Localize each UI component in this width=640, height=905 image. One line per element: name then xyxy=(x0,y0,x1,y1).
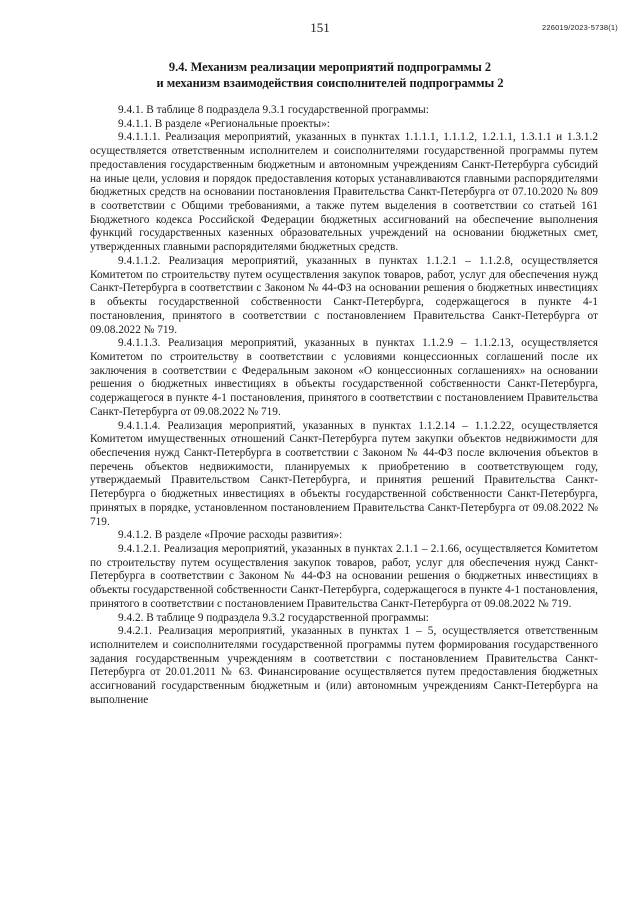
page-number: 151 xyxy=(310,20,330,35)
paragraph-9-4-1-2-1: 9.4.1.2.1. Реализация мероприятий, указанных в пунктах 2.1.1 – 2.1.66, осуществляется Комитетом по строительству путем осуществления закупок товаров, работ, услуг для обеспечения нужд Санкт-Петербурга в соответствии с Законом № 44-ФЗ на основании решения о бюджетных инвестициях в объекты государственной собственности Санкт-Петербурга, содержащегося в пункте 4-1 постановления, принятого в соответствии с постановлением Правительства Санкт-Петербурга от 09.08.2022 № 719. xyxy=(90,543,598,610)
section-heading xyxy=(80,60,580,91)
paragraph-9-4-1: 9.4.1. В таблице 8 подраздела 9.3.1 государственной программы: xyxy=(118,104,429,116)
paragraph-9-4-1-1-4: 9.4.1.1.4. Реализация мероприятий, указанных в пунктах 1.1.2.14 – 1.1.2.22, осуществляется Комитетом имущественных отношений Санкт-Петербурга путем закупки объектов недвижимости для обеспечения нужд Санкт-Петербурга в соответствии с Законом № 44-ФЗ после включения объектов в перечень объектов недвижимости, планируемых к приобретению в соответствующем году, утверждаемый Правительством Санкт-Петербурга, и принятия решений Правительства Санкт-Петербурга о бюджетных инвестициях в объекты государственной собственности Санкт-Петербурга, принятых в порядке, установленном постановлением Правительства Санкт-Петербурга от 09.08.2022 № 719. xyxy=(90,419,598,528)
section-heading-line-1: 9.4. Механизм реализации мероприятий подпрограммы 2 xyxy=(168,60,492,74)
paragraph-9-4-2: 9.4.2. В таблице 9 подраздела 9.3.2 государственной программы: xyxy=(118,611,429,624)
document-body xyxy=(90,104,598,708)
paragraph-9-4-1-1-1: 9.4.1.1.1. Реализация мероприятий, указанных в пунктах 1.1.1.1, 1.1.1.2, 1.2.1.1, 1.3.1.1 и 1.3.1.2 осуществляется ответственным исполнителем и соисполнителями государственной программы путем предоставления государственным бюджетным и автономным учреждениям Санкт-Петербурга субсидий на иные цели, условия и порядок предоставления которых устанавливаются главными распорядителями бюджетных средств на основании постановления Правительства Санкт-Петербурга от 07.10.2020 № 809 в соответствии с Общими требованиями, а также путем выделения в соответствии со статьей 161 Бюджетного кодекса Российской Федерации бюджетных ассигнований на обеспечение выполнения функций государственных казенных образовательных учреждений на основании бюджетных смет, утвержденных главными распорядителями бюджетных средств. xyxy=(90,131,598,254)
paragraph-9-4-2-1: 9.4.2.1. Реализация мероприятий, указанных в пунктах 1 – 5, осуществляется ответственным исполнителем и соисполнителями государственной программы путем формирования государственного задания государственным учреждениям в соответствии с постановлением Правительства Санкт-Петербурга от 20.01.2011 № 63. Финансирование осуществляется путем предоставления бюджетных ассигнований государственным бюджетным и (или) автономным учреждениям Санкт-Петербурга на выполнение xyxy=(90,625,598,706)
section-heading-line-2: и механизм взаимодействия соисполнителей подпрограммы 2 xyxy=(156,75,504,90)
paragraph-9-4-1-1-2: 9.4.1.1.2. Реализация мероприятий, указанных в пунктах 1.1.2.1 – 1.1.2.8, осуществляется Комитетом по строительству путем осуществления закупок товаров, работ, услуг для обеспечения нужд Санкт-Петербурга в соответствии с Законом № 44-ФЗ на основании решения о бюджетных инвестициях в объекты государственной собственности Санкт-Петербурга, содержащегося в пункте 4-1 постановления, принятого в соответствии с постановлением Правительства Санкт-Петербурга от 09.08.2022 № 719. xyxy=(90,254,598,336)
paragraph-9-4-1-1-3: 9.4.1.1.3. Реализация мероприятий, указанных в пунктах 1.1.2.9 – 1.1.2.13, осуществляется Комитетом по строительству в соответствии с условиями концессионных соглашений после их заключения в соответствии с Федеральным законом «О концессионных соглашениях» на основании решения о бюджетных инвестициях в объекты государственной собственности Санкт-Петербурга, содержащегося в пункте 4-1 постановления, принятого в соответствии с постановлением Правительства Санкт-Петербурга от 09.08.2022 № 719. xyxy=(90,337,598,418)
paragraph-9-4-1-1: 9.4.1.1. В разделе «Региональные проекты»: xyxy=(118,117,330,130)
paragraph-9-4-1-2: 9.4.1.2. В разделе «Прочие расходы развития»: xyxy=(118,529,343,542)
document-registration-number: 226019/2023-5738(1) xyxy=(542,23,618,32)
